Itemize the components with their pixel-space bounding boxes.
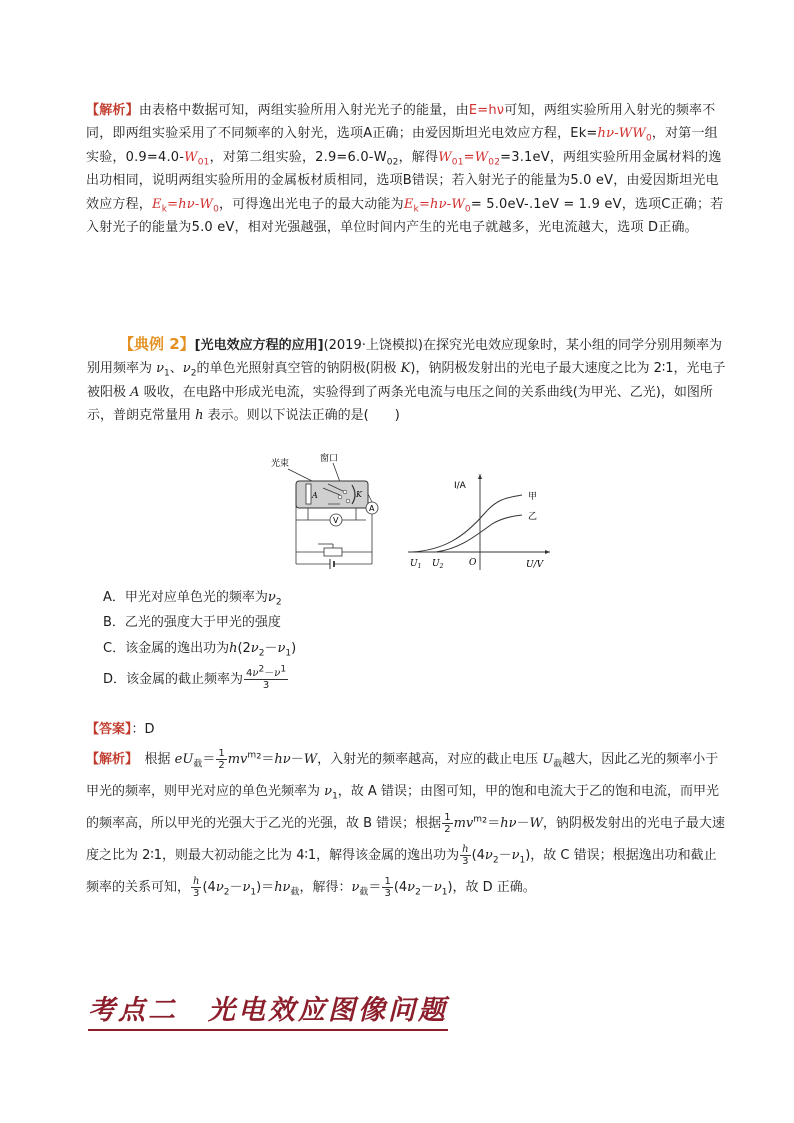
iv-curve-graph <box>404 452 554 574</box>
option-a[interactable]: A．甲光对应单色光的频率为$\nu_2$ <box>103 590 282 608</box>
x-axis-label: U/V <box>526 560 544 570</box>
u1-label: $U_1$ <box>410 559 422 570</box>
section-heading: 考点二 光电效应图像问题 <box>88 988 448 1031</box>
example-tag: 【典例 2】 <box>119 335 195 353</box>
u2-label: $U_2$ <box>432 559 444 570</box>
option-c[interactable]: C．该金属的逸出功为$h(2\nu_2-\nu_1)$ <box>103 641 297 659</box>
cathode-label: K <box>356 490 362 499</box>
curve-yi <box>436 515 522 552</box>
window-label: 窗口 <box>320 454 339 464</box>
y-axis-label: I/A <box>454 481 466 491</box>
anode-plate <box>306 484 311 504</box>
option-d[interactable]: D．该金属的截止频率为 $\frac{4\nu^2-\nu^1}{3}$ <box>103 664 287 691</box>
solution-1-paragraph: 【解析】由表格中数据可知，两组实验所用入射光光子的能量，由E=hν可知，两组实验所用入射光的频率不同，即两组实验采用了不同频率的入射光，选项A正确；由爱因斯坦光电效应方程，$Ek=h\nu-WW_0$，对第一组实验，$0.9=4.0-W_{01}$，对第二组实验，$2.9=6.0-W_{02}$，解得$W_{01}=W_{02}=3.1eV$，两组实验所用金属材料的逸出功相同，说明两组实验所用的金属板材质相同，选项B错误；若入射光子的能量为5.0 eV，由爱因斯坦光电效应方程，$E_k=h\nu-W_0$，可得逸出光电子的最大动能为$E_k=h\nu-W_0= 5.0eV-.1eV = 1.9$ eV，选项C正确；若入射光子的能量为5.0 eV，相对光强越强，单位时间内产生的光电子就越多，光电流越大，选项 D正确。 <box>86 103 724 236</box>
phototube-circuit-diagram <box>268 452 388 570</box>
example-2-question: 【典例 2】[光电效应方程的应用](2019·上饶模拟)在探究光电效应现象时，某小组的同学分别用频率为 <box>119 335 722 353</box>
origin-label: O <box>469 558 477 568</box>
answer-line: 【答案】：D <box>86 722 155 737</box>
example-2-body: 别用频率为 $\nu_1$、$\nu_2$的单色光照射真空管的钠阴极(阴极 K)，钠阴极发射出的光电子最大速度之比为 2∶1，光电子被阳极 A 吸收，在电路中形成光电流，实验得到了两条光电流与电压之间的关系曲线(为甲光、乙光)，如图所示，普朗克常量用 h 表示。则以下说法正确的是( ) <box>87 361 726 423</box>
curve-yi-label: 乙 <box>528 512 538 522</box>
solution-2-paragraph: 【解析】 根据 $eU_截=$ $\frac{1}{2}$ $mv^m^2=h\nu-W$，入射光的频率越高，对应的截止电压 $U_截$越大，因此乙光的频率小于甲光的频率，则甲光对应的单色光频率为 $\nu_1$，故 A 错误；由图可知，甲的饱和电流大于乙的饱和电流，而甲光的频率高，所以甲光的光强大于乙光的光强，故 B 错误；根据 $\frac{1}{2}$ $mv^m^2=h\nu-W$，钠阴极发射出的光电子最大速度之比为 2∶1，则最大初动能之比为 4∶1，解得该金属的逸出功为 $\frac{h}{3}$ $(4\nu_2-\nu_1)$，故 C 错误；根据逸出功和截止频率的关系可知， $\frac{h}{3}$ $(4\nu_2-\nu_1)=h\nu_截$，解得：$\nu_截=$ $\frac{1}{3}$ $(4\nu_2-\nu_1)$，故 D 正确。 <box>86 748 725 899</box>
svg-text:A: A <box>369 504 375 513</box>
rheostat <box>324 548 342 556</box>
solution-label: 【解析】 <box>86 103 139 118</box>
anode-label: A <box>312 491 318 500</box>
option-b[interactable]: B．乙光的强度大于甲光的强度 <box>103 615 281 630</box>
solution-label: 【解析】 <box>86 752 132 767</box>
curve-jia <box>412 495 522 552</box>
curve-jia-label: 甲 <box>528 492 538 502</box>
beam-label: 光束 <box>271 459 290 469</box>
svg-text:V: V <box>333 516 339 525</box>
